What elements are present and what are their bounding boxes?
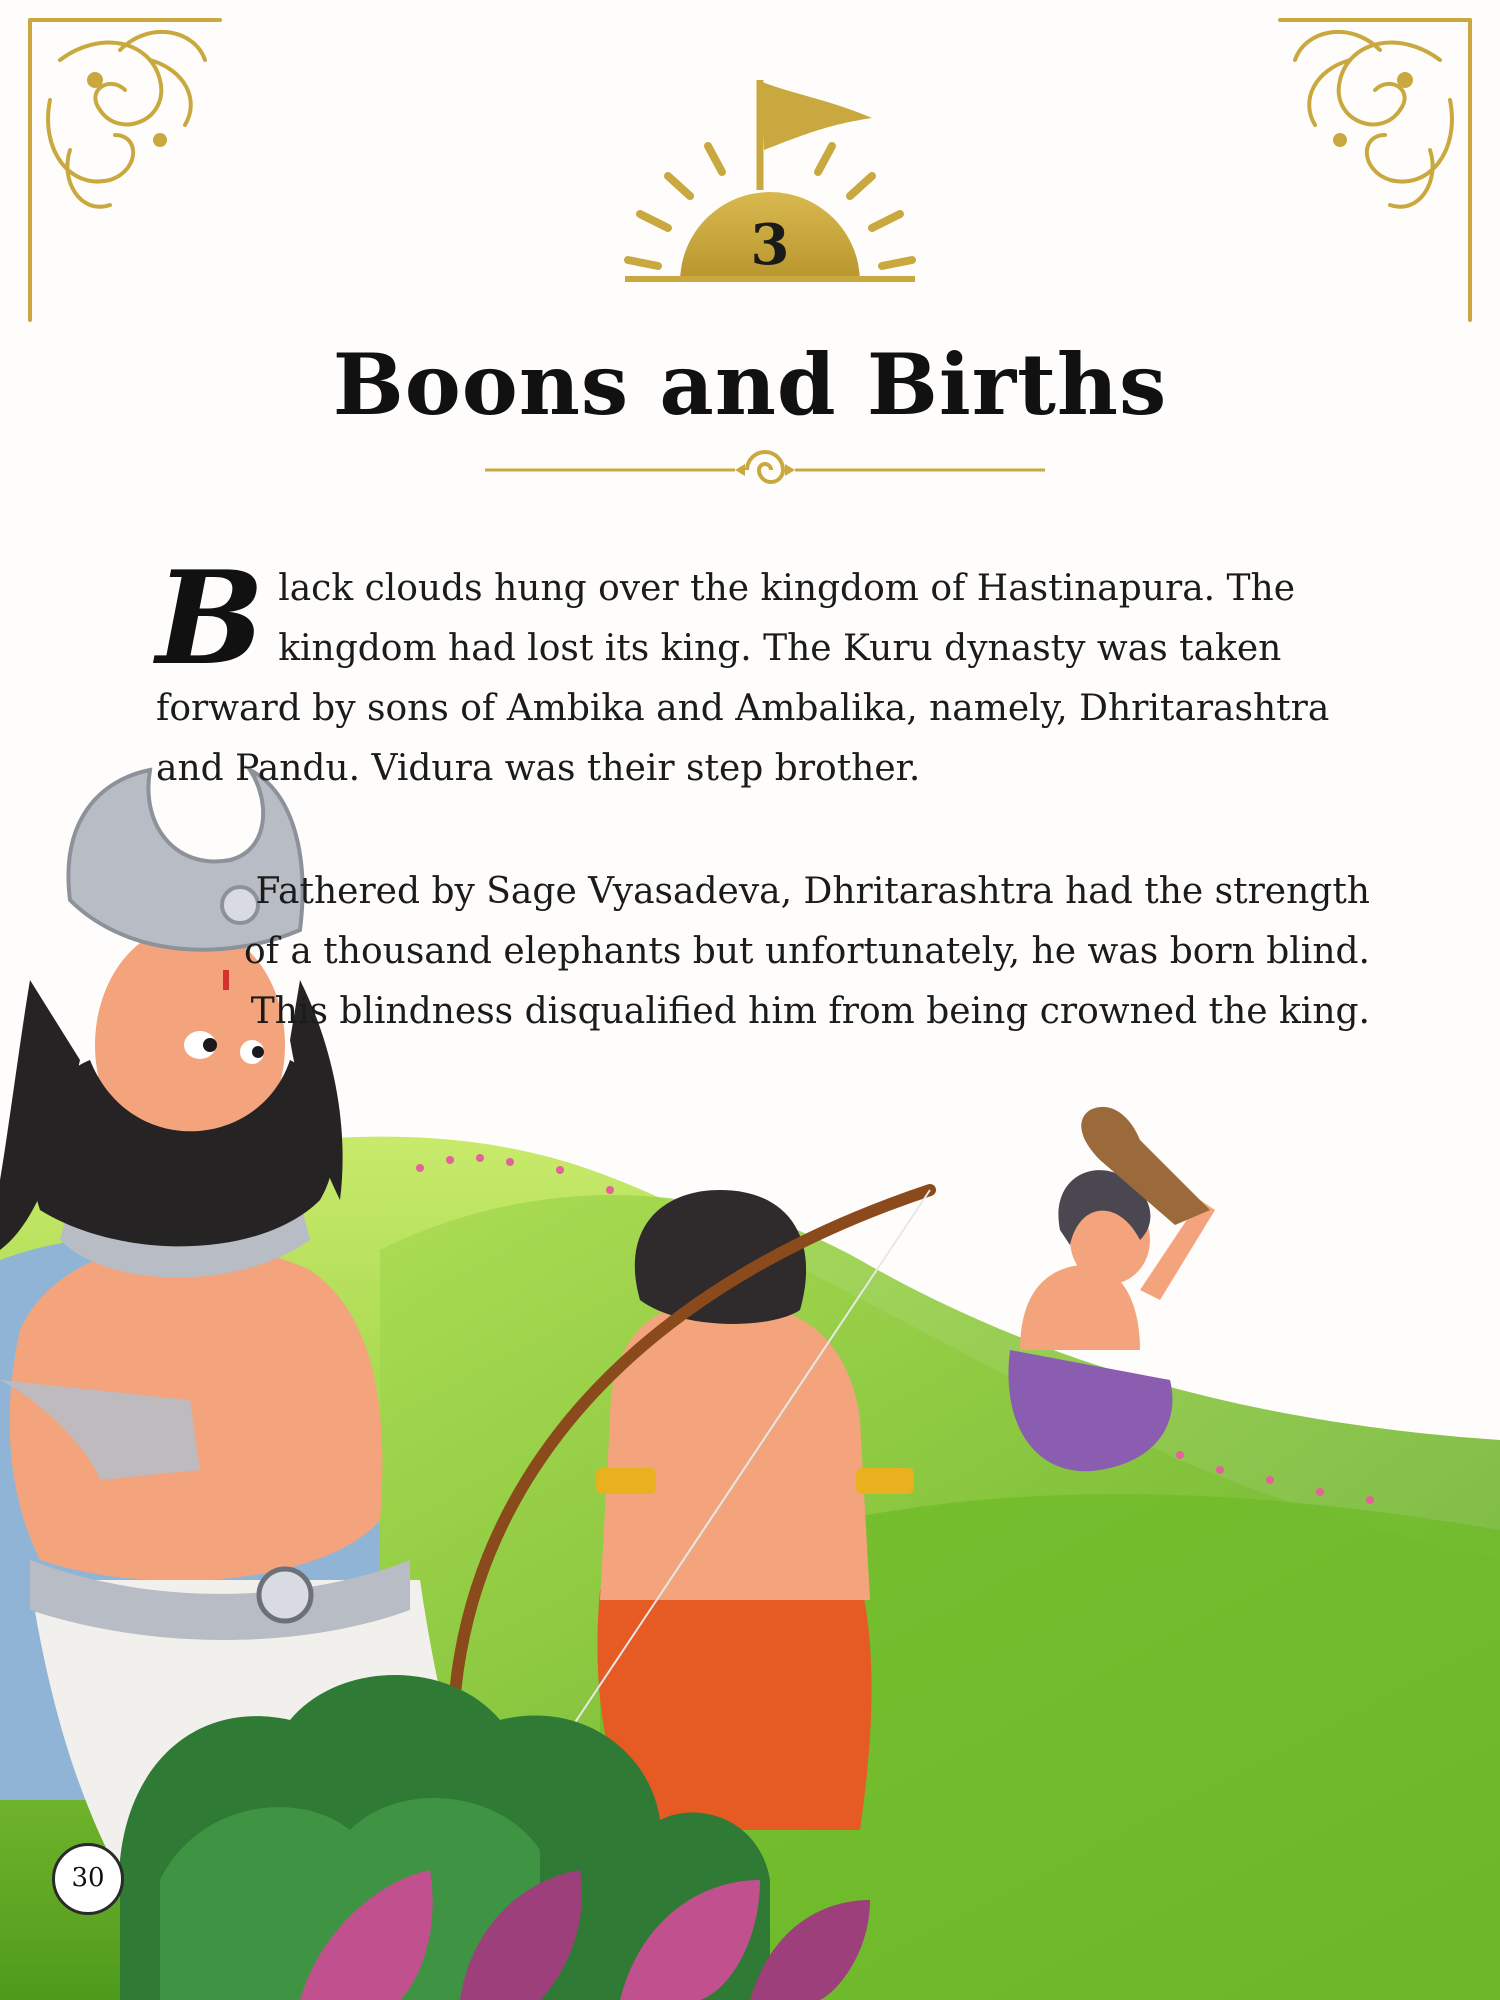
paragraph-dhritarashtra: Fathered by Sage Vyasadeva, Dhritarashtra had the strength of a thousand elephants but unfortunately, he was born blind. This blindness disqualified him from being crowned the king. (243, 871, 1370, 1032)
drop-cap: B (156, 544, 265, 694)
page-number: 30 (52, 1843, 124, 1915)
corner-flourish-icon (30, 20, 220, 320)
paragraph-intro (156, 544, 1370, 799)
swirl-divider-icon (485, 452, 1045, 482)
corner-flourish-icon (1280, 20, 1470, 320)
chapter-number: 3 (750, 212, 790, 278)
chapter-title: Boons and Births (332, 335, 1168, 434)
paragraph-intro-text: lack clouds hung over the kingdom of Hastinapura. The kingdom had lost its king. The Kuru dynasty was taken forward by sons of Ambika and Ambalika, namely, Dhritarashtra and Pandu. Vidura was their step brother. (156, 568, 1330, 789)
